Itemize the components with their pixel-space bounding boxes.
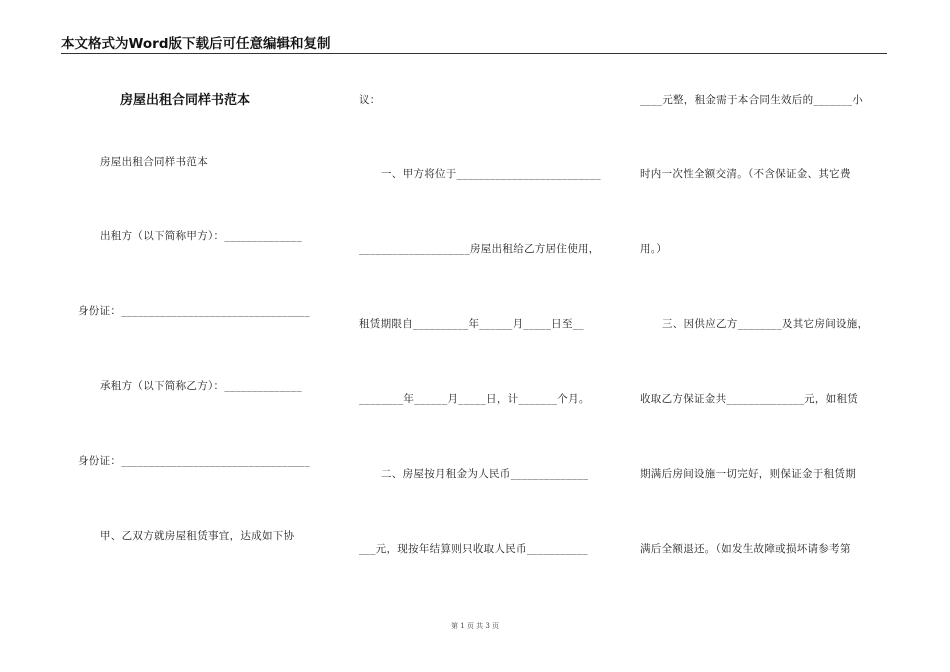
col2-line: 二、房屋按月租金为人民币______________ (381, 468, 589, 480)
col1-line: 身份证：__________________________________ (78, 305, 310, 317)
col3-line: 时内一次性全额交清。（不含保证金、其它费 (640, 168, 851, 180)
col1-line: 承租方（以下简称乙方）：______________ (100, 380, 303, 392)
col3-line: 满后全额退还。（如发生故障或损坏请参考第 (640, 543, 851, 555)
col1-line: 甲、乙双方就房屋租赁事宜，达成如下协 (100, 530, 295, 542)
col3-line: 三、因供应乙方________及其它房间设施， (662, 318, 869, 330)
col3-line: 用。） (640, 243, 668, 255)
col2-line: ________年______月_____日，计_______个月。 (359, 393, 590, 405)
header-divider (61, 53, 887, 54)
col1-line: 房屋出租合同样书范本 (100, 156, 208, 168)
col3-line: 期满后房间设施一切完好，则保证金于租赁期 (640, 468, 856, 480)
col2-line: ___元，现按年结算则只收取人民币___________ (359, 543, 588, 555)
document-header: 本文格式为Word版下载后可任意编辑和复制 (61, 36, 331, 52)
col1-line: 身份证：__________________________________ (78, 455, 310, 467)
page-number: 第 1 页 共 3 页 (450, 622, 500, 630)
col1-line: 出租方（以下简称甲方）：______________ (100, 230, 303, 242)
col2-line: ____________________房屋出租给乙方居住使用， (359, 243, 600, 255)
col3-line: ____元整，租金需于本合同生效后的_______小 (640, 94, 864, 106)
col2-line: 一、甲方将位于__________________________ (381, 168, 601, 180)
col3-line: 收取乙方保证金共______________元，如租赁 (640, 393, 859, 405)
col2-line: 议： (359, 94, 381, 106)
document-title: 房屋出租合同样书范本 (120, 93, 251, 108)
col2-line: 租赁期限自__________年______月_____日至__ (359, 318, 584, 330)
